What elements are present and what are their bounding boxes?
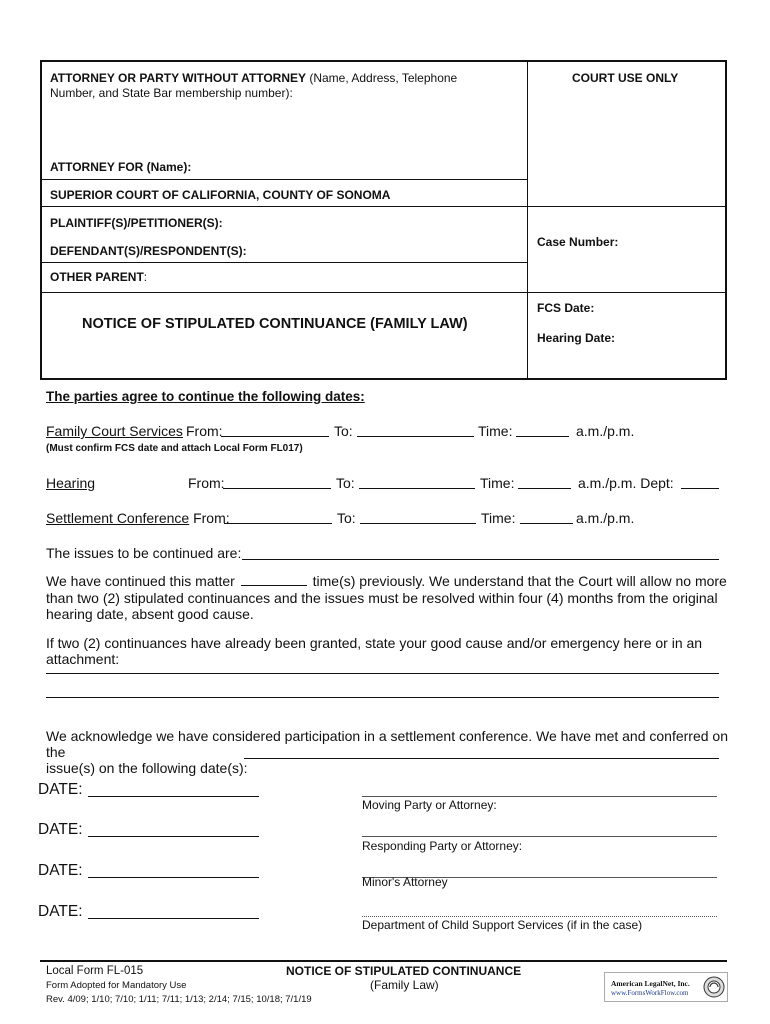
- rule-other-parent: [40, 262, 527, 263]
- publisher-seal-icon: [703, 976, 725, 998]
- court-name: SUPERIOR COURT OF CALIFORNIA, COUNTY OF SONOMA: [50, 188, 391, 202]
- sig-2-date-label: DATE:: [38, 821, 83, 838]
- good-cause-line-1[interactable]: [46, 673, 719, 674]
- sig-3-date-line[interactable]: [88, 877, 259, 878]
- attorney-label: ATTORNEY OR PARTY WITHOUT ATTORNEY (Name, Address, Telephone Number, and State Bar membership number):: [50, 71, 458, 100]
- publisher-name: American LegalNet, Inc.: [611, 979, 690, 988]
- case-number-field[interactable]: Case Number:: [537, 235, 619, 249]
- fcs-to-line[interactable]: [357, 422, 474, 437]
- fcs-time-label: Time:: [478, 423, 513, 439]
- good-cause-line-2[interactable]: [46, 697, 719, 698]
- issues-line[interactable]: [242, 545, 719, 560]
- hearing-time-label: Time:: [480, 475, 515, 491]
- issues-label: The issues to be continued are:: [46, 545, 242, 561]
- fcs-from-label: From:: [186, 423, 223, 439]
- continued-paragraph: We have continued this matter time(s) previously. We understand that the Court will allow no more than two (2) stipulated continuances and the issues must be resolved within four (4) months from the original hearing date, absent good cause.: [46, 573, 727, 622]
- hearing-dept-line[interactable]: [681, 474, 719, 489]
- other-parent-field[interactable]: OTHER PARENT:: [50, 270, 148, 284]
- continued-count-line[interactable]: [241, 573, 307, 586]
- hearing-to-label: To:: [336, 475, 355, 491]
- sig-4-signature-line[interactable]: [362, 916, 717, 917]
- sig-2-signature-line[interactable]: [362, 836, 717, 837]
- plaintiff-field[interactable]: PLAINTIFF(S)/PETITIONER(S):: [50, 216, 223, 230]
- publisher-url: www.FormsWorkFlow.com: [611, 989, 689, 997]
- settlement-time-line[interactable]: [520, 509, 573, 524]
- sig-1-date-label: DATE:: [38, 781, 83, 798]
- fcs-note: (Must confirm FCS date and attach Local Form FL017): [46, 443, 303, 454]
- sig-2-role: Responding Party or Attorney:: [362, 839, 523, 853]
- sig-1-role: Moving Party or Attorney:: [362, 798, 497, 812]
- ack-dates-line[interactable]: [244, 758, 719, 759]
- settlement-label: Settlement Conference From:: [46, 510, 230, 526]
- footer-rule: [40, 960, 727, 962]
- footer-adopted: Form Adopted for Mandatory Use: [46, 980, 187, 991]
- sig-1-date-line[interactable]: [88, 796, 259, 797]
- hearing-from-label: From:: [188, 475, 225, 491]
- hearing-from-line[interactable]: [223, 474, 331, 489]
- hearing-date-field[interactable]: Hearing Date:: [537, 331, 616, 345]
- footer-revisions: Rev. 4/09; 1/10; 7/10; 1/11; 7/11; 1/13; 2/14; 7/15; 10/18; 7/1/19: [46, 994, 312, 1005]
- settlement-from-line[interactable]: [224, 509, 332, 524]
- sig-2-date-line[interactable]: [88, 836, 259, 837]
- settlement-time-label: Time:: [481, 510, 516, 526]
- rule-title: [40, 292, 727, 293]
- defendant-field[interactable]: DEFENDANT(S)/RESPONDENT(S):: [50, 244, 247, 258]
- sig-1-signature-line[interactable]: [362, 796, 717, 797]
- court-use-only: COURT USE ONLY: [572, 71, 679, 85]
- fcs-to-label: To:: [334, 423, 353, 439]
- caption-divider: [527, 60, 528, 293]
- sig-4-role: Department of Child Support Services (if in the case): [362, 918, 643, 932]
- fcs-time-line[interactable]: [516, 422, 569, 437]
- sig-3-role: Minor's Attorney: [362, 875, 448, 889]
- ack-paragraph: We acknowledge we have considered participation in a settlement conference. We have met and conferred on the issue(s) on the following date(s):: [46, 728, 728, 776]
- publisher-logo: [604, 972, 728, 1002]
- footer-subtitle: (Family Law): [370, 978, 439, 992]
- good-cause-paragraph: If two (2) continuances have already been granted, state your good cause and/or emergency here or in an attachment:: [46, 635, 703, 667]
- hearing-to-line[interactable]: [359, 474, 475, 489]
- settlement-ampm: a.m./p.m.: [576, 510, 635, 526]
- rule-plaintiff: [40, 206, 727, 207]
- form-title: NOTICE OF STIPULATED CONTINUANCE (FAMILY LAW): [82, 316, 468, 332]
- footer-local-form: Local Form FL-015: [46, 965, 144, 977]
- agree-heading: The parties agree to continue the following dates:: [46, 389, 365, 404]
- sig-4-date-line[interactable]: [88, 918, 259, 919]
- settlement-to-label: To:: [337, 510, 356, 526]
- sig-4-date-label: DATE:: [38, 903, 83, 920]
- hearing-ampm-dept: a.m./p.m. Dept:: [578, 475, 674, 491]
- rule-court: [40, 179, 527, 180]
- fcs-label: Family Court Services: [46, 423, 183, 439]
- fcs-ampm: a.m./p.m.: [576, 423, 635, 439]
- footer-title: NOTICE OF STIPULATED CONTINUANCE: [286, 964, 522, 978]
- settlement-to-line[interactable]: [360, 509, 476, 524]
- title-divider: [527, 292, 528, 380]
- hearing-label: Hearing: [46, 475, 96, 491]
- sig-3-date-label: DATE:: [38, 862, 83, 879]
- attorney-for-field[interactable]: ATTORNEY FOR (Name):: [50, 160, 192, 174]
- fcs-from-line[interactable]: [221, 422, 329, 437]
- fcs-date-field[interactable]: FCS Date:: [537, 301, 595, 315]
- hearing-time-line[interactable]: [518, 474, 571, 489]
